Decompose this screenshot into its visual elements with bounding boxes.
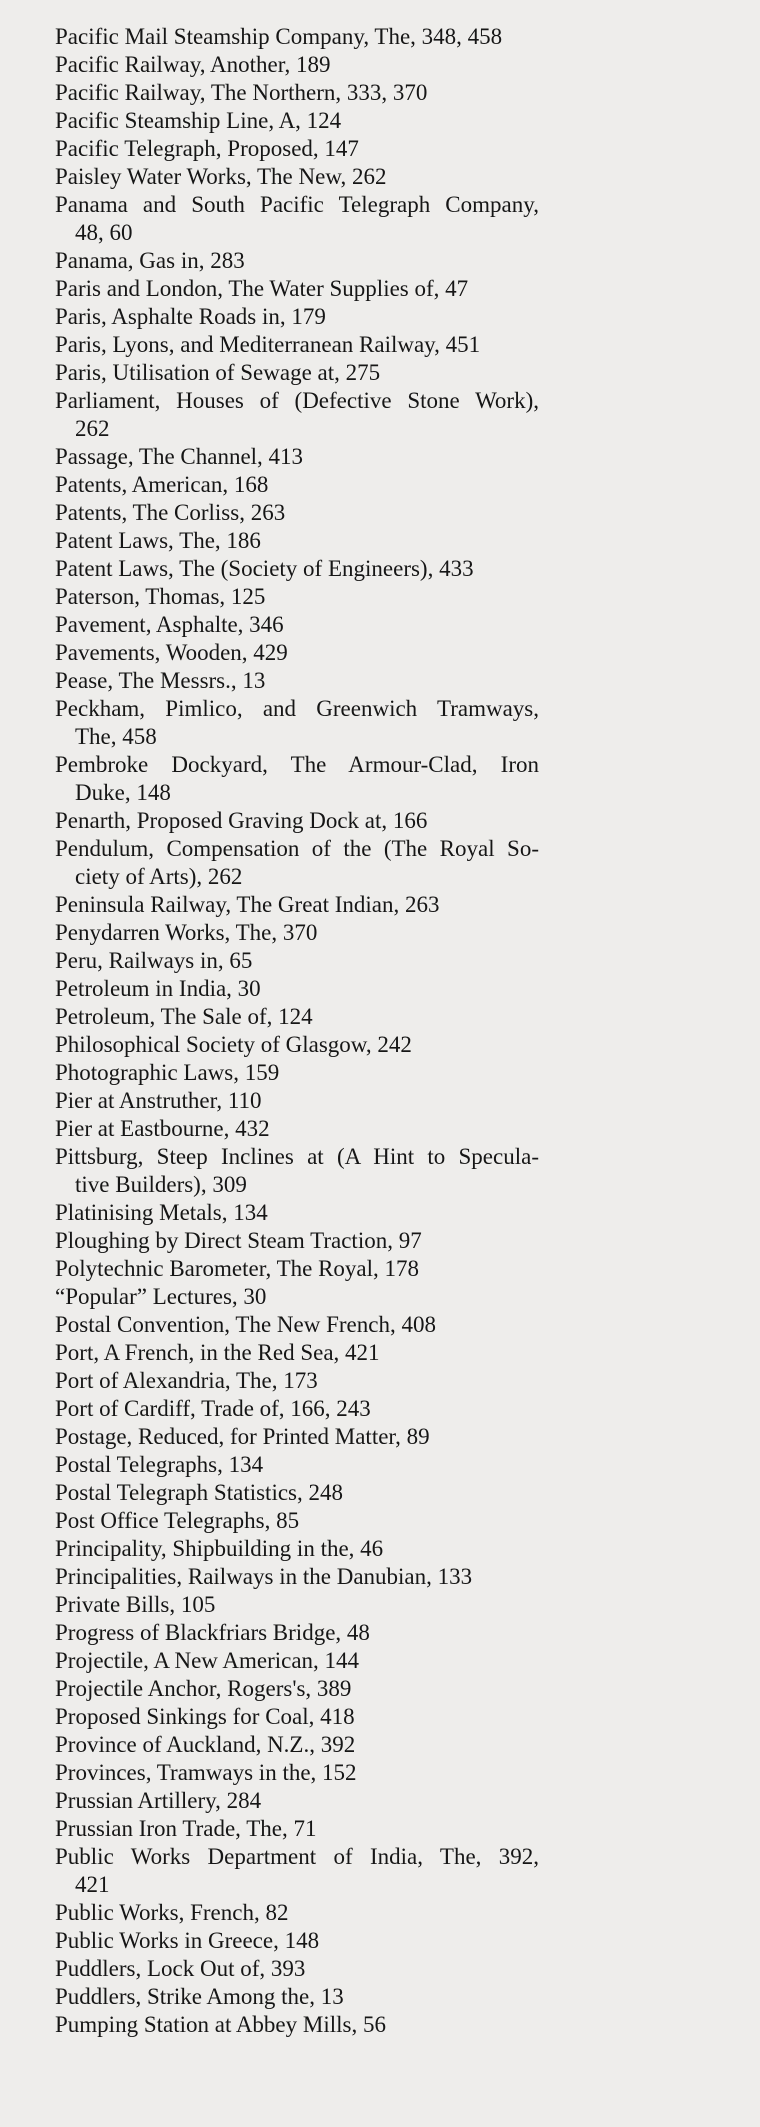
index-entry: [55, 695, 539, 751]
index-entry: [55, 1899, 539, 1927]
index-entry: [55, 1563, 539, 1591]
index-entry-text: Public Works Department of India, The, 392,: [55, 1844, 539, 1869]
index-entry: [55, 1675, 539, 1703]
index-entry: [55, 1087, 539, 1115]
index-entry-text: Pier at Anstruther, 110: [55, 1088, 262, 1113]
index-entry-text: Photographic Laws, 159: [55, 1060, 280, 1085]
index-entry: [55, 1535, 539, 1563]
index-entry-text: Paterson, Thomas, 125: [55, 584, 266, 609]
index-entry-text: Patents, American, 168: [55, 472, 269, 497]
index-entry-text: Peninsula Railway, The Great Indian, 263: [55, 892, 440, 917]
index-entry-text: Port of Cardiff, Trade of, 166, 243: [55, 1396, 371, 1421]
index-entry: [55, 1059, 539, 1087]
index-entry-text: Passage, The Channel, 413: [55, 444, 304, 469]
index-entry-text: Ploughing by Direct Steam Traction, 97: [55, 1228, 422, 1253]
index-entry: [55, 1731, 539, 1759]
index-entry-text: Post Office Telegraphs, 85: [55, 1508, 300, 1533]
index-entry: [55, 1591, 539, 1619]
index-entry: [55, 1451, 539, 1479]
index-entry: [55, 1843, 539, 1899]
index-entry-text: Public Works, French, 82: [55, 1900, 289, 1925]
index-entry: [55, 1983, 539, 2011]
index-entry-text: Private Bills, 105: [55, 1592, 216, 1617]
index-entry-text: Polytechnic Barometer, The Royal, 178: [55, 1256, 420, 1281]
index-entry-text: Projectile Anchor, Rogers's, 389: [55, 1676, 352, 1701]
index-entry: [55, 1115, 539, 1143]
index-entry-continuation: 262: [75, 416, 110, 441]
index-entry: [55, 1003, 539, 1031]
index-entry: [55, 555, 539, 583]
index-entry: [55, 275, 539, 303]
index-entry: [55, 751, 539, 807]
index-entry: [55, 135, 539, 163]
index-entry-text: Puddlers, Strike Among the, 13: [55, 1984, 344, 2009]
index-entry-text: Principality, Shipbuilding in the, 46: [55, 1536, 384, 1561]
index-entry-text: Pittsburg, Steep Inclines at (A Hint to Specula-: [55, 1144, 539, 1169]
index-entry-text: “Popular” Lectures, 30: [55, 1284, 267, 1309]
index-entry: [55, 1647, 539, 1675]
index-entry: [55, 247, 539, 275]
index-entry: [55, 1927, 539, 1955]
index-entry-text: Paris, Utilisation of Sewage at, 275: [55, 360, 381, 385]
index-entry: [55, 443, 539, 471]
index-entry: [55, 1143, 539, 1199]
index-entry-text: Port, A French, in the Red Sea, 421: [55, 1340, 380, 1365]
index-entry-continuation: tive Builders), 309: [75, 1172, 247, 1197]
index-entry-text: Pavement, Asphalte, 346: [55, 612, 284, 637]
index-entry: [55, 359, 539, 387]
index-entry: [55, 51, 539, 79]
index-entry: [55, 1227, 539, 1255]
index-entry: [55, 667, 539, 695]
index-entry-text: Platinising Metals, 134: [55, 1200, 268, 1225]
index-entry: [55, 1395, 539, 1423]
index-entry: [55, 1339, 539, 1367]
index-entry-text: Pembroke Dockyard, The Armour-Clad, Iron: [55, 752, 539, 777]
index-entry-text: Pacific Railway, The Northern, 333, 370: [55, 80, 428, 105]
index-entry-continuation: Duke, 148: [75, 780, 171, 805]
index-entry: [55, 975, 539, 1003]
index-entry-text: Petroleum in India, 30: [55, 976, 261, 1001]
index-entry-text: Pacific Railway, Another, 189: [55, 52, 331, 77]
index-entry: [55, 1759, 539, 1787]
index-entry-text: Penydarren Works, The, 370: [55, 920, 318, 945]
index-entry: [55, 387, 539, 443]
index-entry-continuation: ciety of Arts), 262: [75, 864, 243, 889]
index-entry: [55, 303, 539, 331]
index-entry-text: Pacific Mail Steamship Company, The, 348, 458: [55, 24, 503, 49]
index-entry-text: Public Works in Greece, 148: [55, 1928, 320, 1953]
index-entry-text: Prussian Iron Trade, The, 71: [55, 1816, 317, 1841]
index-entry-text: Province of Auckland, N.Z., 392: [55, 1732, 356, 1757]
index-entry: [55, 1283, 539, 1311]
index-entry-continuation: 48, 60: [75, 220, 133, 245]
index-entry-text: Pier at Eastbourne, 432: [55, 1116, 270, 1141]
index-entry-text: Puddlers, Lock Out of, 393: [55, 1956, 306, 1981]
index-entry-text: Panama and South Pacific Telegraph Company,: [55, 192, 539, 217]
index-column: [55, 23, 539, 2039]
index-entry: [55, 1423, 539, 1451]
index-entry: [55, 835, 539, 891]
index-entry: [55, 1367, 539, 1395]
index-entry-text: Petroleum, The Sale of, 124: [55, 1004, 313, 1029]
index-entry: [55, 1311, 539, 1339]
index-entry: [55, 79, 539, 107]
index-entry-text: Peru, Railways in, 65: [55, 948, 253, 973]
index-entry-text: Pacific Telegraph, Proposed, 147: [55, 136, 359, 161]
index-entry: [55, 1703, 539, 1731]
index-entry-text: Postage, Reduced, for Printed Matter, 89: [55, 1424, 430, 1449]
index-entry: [55, 611, 539, 639]
index-entry: [55, 331, 539, 359]
index-entry-text: Parliament, Houses of (Defective Stone Work),: [55, 388, 539, 413]
index-entry-text: Pendulum, Compensation of the (The Royal So-: [55, 836, 539, 861]
index-entry: [55, 807, 539, 835]
index-entry-text: Philosophical Society of Glasgow, 242: [55, 1032, 412, 1057]
index-entry: [55, 1955, 539, 1983]
index-entry-text: Panama, Gas in, 283: [55, 248, 245, 273]
index-entry: [55, 1787, 539, 1815]
index-entry: [55, 527, 539, 555]
index-entry-text: Postal Telegraphs, 134: [55, 1452, 264, 1477]
index-entry-text: Provinces, Tramways in the, 152: [55, 1760, 357, 1785]
index-entry-continuation: The, 458: [75, 724, 157, 749]
index-entry-text: Peckham, Pimlico, and Greenwich Tramways,: [55, 696, 539, 721]
index-entry-text: Patent Laws, The (Society of Engineers), 433: [55, 556, 474, 581]
index-entry: [55, 1199, 539, 1227]
index-entry: [55, 1255, 539, 1283]
index-entry: [55, 23, 539, 51]
index-entry-text: Port of Alexandria, The, 173: [55, 1368, 318, 1393]
index-entry: [55, 163, 539, 191]
index-entry: [55, 639, 539, 667]
index-entry-text: Patents, The Corliss, 263: [55, 500, 286, 525]
index-entry-text: Pumping Station at Abbey Mills, 56: [55, 2012, 386, 2037]
index-entry-text: Paris, Asphalte Roads in, 179: [55, 304, 326, 329]
index-entry: [55, 499, 539, 527]
index-entry-continuation: 421: [75, 1872, 110, 1897]
index-entry: [55, 583, 539, 611]
index-entry: [55, 1815, 539, 1843]
index-entry-text: Postal Convention, The New French, 408: [55, 1312, 436, 1337]
index-entry: [55, 471, 539, 499]
index-entry-text: Prussian Artillery, 284: [55, 1788, 262, 1813]
index-entry-text: Progress of Blackfriars Bridge, 48: [55, 1620, 370, 1645]
index-entry: [55, 919, 539, 947]
index-entry: [55, 1479, 539, 1507]
index-entry-text: Paris and London, The Water Supplies of, 47: [55, 276, 469, 301]
index-entry: [55, 107, 539, 135]
index-entry-text: Postal Telegraph Statistics, 248: [55, 1480, 343, 1505]
index-entry-text: Proposed Sinkings for Coal, 418: [55, 1704, 355, 1729]
index-entry: [55, 1619, 539, 1647]
index-entry: [55, 947, 539, 975]
index-entry-text: Pacific Steamship Line, A, 124: [55, 108, 342, 133]
index-entry-text: Penarth, Proposed Graving Dock at, 166: [55, 808, 428, 833]
index-entry-text: Pavements, Wooden, 429: [55, 640, 288, 665]
index-entry-text: Paris, Lyons, and Mediterranean Railway, 451: [55, 332, 481, 357]
index-entry: [55, 1507, 539, 1535]
index-entry: [55, 891, 539, 919]
index-entry: [55, 1031, 539, 1059]
index-entry: [55, 191, 539, 247]
index-entry-text: Paisley Water Works, The New, 262: [55, 164, 387, 189]
index-entry-text: Patent Laws, The, 186: [55, 528, 261, 553]
index-entry: [55, 2011, 539, 2039]
index-entry-text: Pease, The Messrs., 13: [55, 668, 266, 693]
index-entry-text: Principalities, Railways in the Danubian, 133: [55, 1564, 473, 1589]
index-entry-text: Projectile, A New American, 144: [55, 1648, 360, 1673]
